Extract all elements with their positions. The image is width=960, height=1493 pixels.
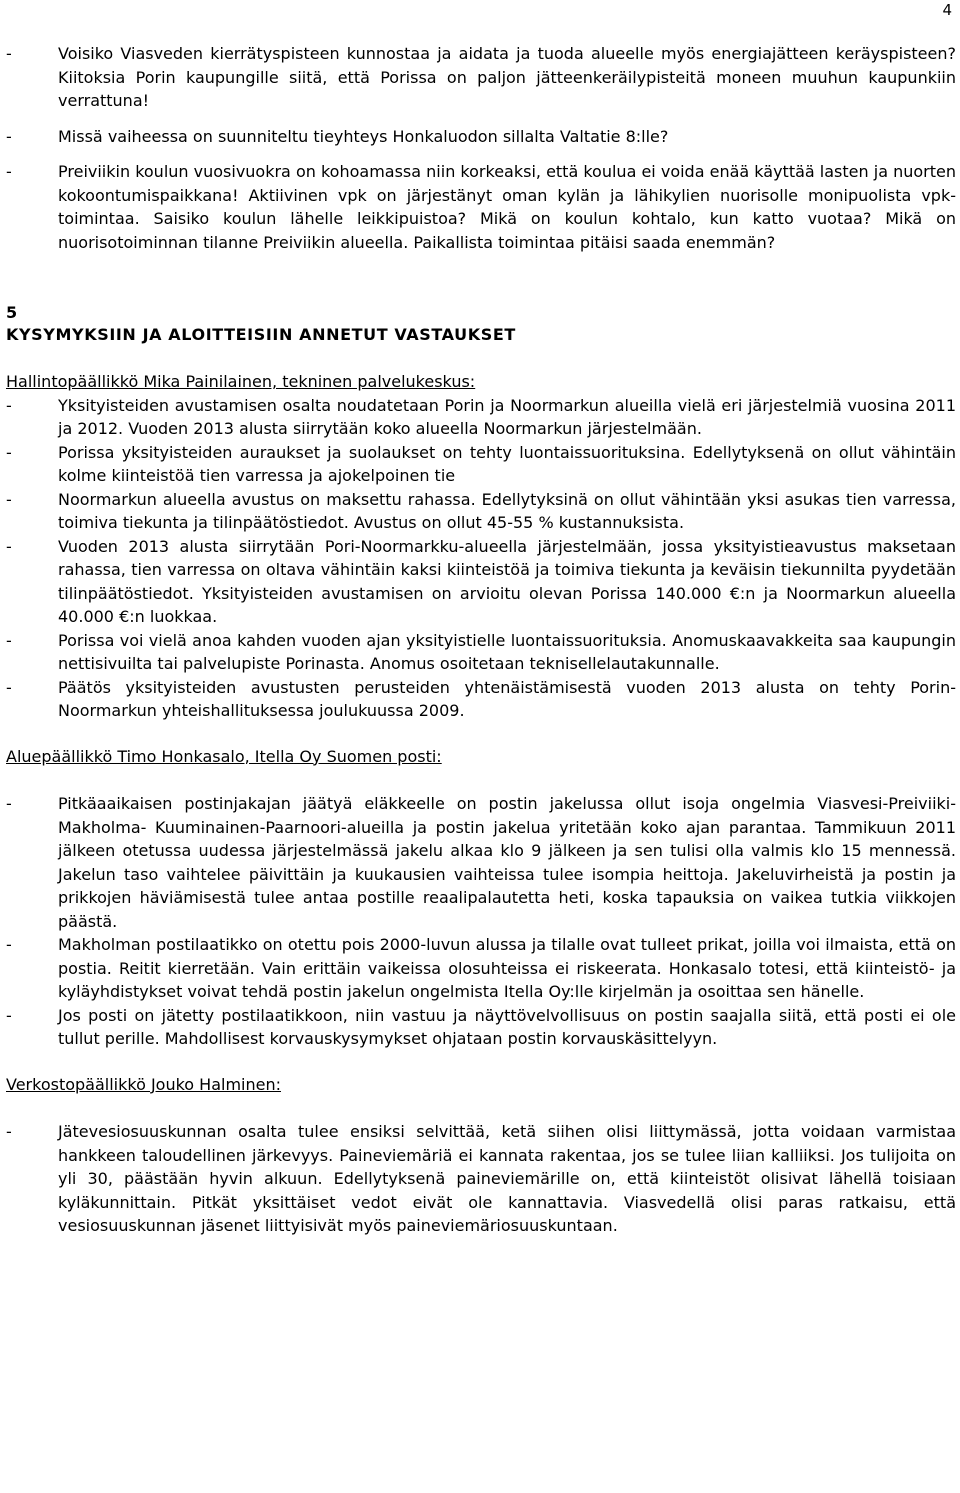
section-number: 5	[6, 303, 18, 322]
list-item-text: Päätös yksityisteiden avustusten perusteiden yhtenäistämisestä vuoden 2013 alusta on tehty Porin- Noormarkun yhteishallituksessa joulukuussa 2009.	[58, 677, 956, 720]
list-item-text: Preiviikin koulun vuosivuokra on kohoamassa niin korkeaksi, että koulua ei voida enää käyttää lasten ja nuorten kokoontumispaikkana! Aktiivinen vpk on järjestänyt oman kylän ja lähikylien nuorisolle monipuolista vpk-toimintaa. Saisiko koulun lähelle leikkipuistoa? Mikä on koulun kohtalo, kun katto vuotaa? Mikä on nuorisotoiminnan tilanne Preiviikin alueella. Paikallista toimintaa pitäisi saada enemmän?	[58, 162, 956, 252]
list-item: - Makholman postilaatikko on otettu pois 2000-luvun alussa ja tilalle ovat tulleet prikat, joilla voi ilmaista, että on postia. Reitit kierretään. Vain erittäin vaikeissa olosuhteissa ei riskeerata. Honkasalo totesi, että kiinteistö- ja kyläyhdistykset voivat tehdä postin jakelun ongelmista Itella Oy:lle kirjelmän ja osoittaa sen hänelle.	[6, 935, 956, 1001]
list-item-text: Yksityisteiden avustamisen osalta noudatetaan Porin ja Noormarkun alueilla vielä eri järjestelmiä vuosina 2011 ja 2012. Vuoden 2013 alusta siirrytään koko alueella Noormarkun järjestelmään.	[58, 395, 956, 438]
list-item: - Porissa voi vielä anoa kahden vuoden ajan yksityistielle luontaissuorituksia. Anomuskaavakkeita saa kaupungin nettisivuilta tai palvelupiste Porinasta. Anomus osoitetaan teknisellelautakunnalle.	[6, 630, 956, 673]
list-item-text: Porissa voi vielä anoa kahden vuoden ajan yksityistielle luontaissuorituksia. Anomuskaavakkeita saa kaupungin nettisivuilta tai palvelupiste Porinasta. Anomus osoitetaan teknisellelautakunnalle.	[58, 630, 956, 673]
response-list	[6, 792, 956, 1051]
list-item-text: Jos posti on jätetty postilaatikkoon, niin vastuu ja näyttövelvollisuus on postin saajalla siitä, että posti ei ole tullut perille. Mahdollisest korvauskysymykset ohjataan postin korvauskäsittelyyn.	[58, 1005, 956, 1048]
list-item: - Missä vaiheessa on suunniteltu tieyhteys Honkaluodon sillalta Valtatie 8:lle?	[6, 126, 669, 146]
list-item: - Porissa yksityisteiden auraukset ja suolaukset on tehty luontaissuorituksina. Edellytyksenä on ollut vähintäin kolme kiinteistöä tien varressa ja ajokelpoinen tie	[6, 442, 956, 485]
speaker-heading: Hallintopäällikkö Mika Painilainen, tekninen palvelukeskus:	[6, 372, 476, 391]
page-number: 4	[942, 1, 952, 19]
list-item: - Jos posti on jätetty postilaatikkoon, niin vastuu ja näyttövelvollisuus on postin saajalla siitä, että posti ei ole tullut perille. Mahdollisest korvauskysymykset ohjataan postin korvauskäsittelyyn.	[6, 1005, 956, 1048]
list-item-text: Porissa yksityisteiden auraukset ja suolaukset on tehty luontaissuorituksina. Edellytyksenä on ollut vähintäin kolme kiinteistöä tien varressa ja ajokelpoinen tie	[58, 442, 956, 485]
list-item-text: Noormarkun alueella avustus on maksettu rahassa. Edellytyksinä on ollut vähintään yksi asukas tien varressa, toimiva tiekunta ja tilinpäätöstiedot. Avustus on ollut 45-55 % kustannuksista.	[58, 489, 956, 532]
speaker-heading: Aluepäällikkö Timo Honkasalo, Itella Oy Suomen posti:	[6, 746, 442, 766]
list-item-text: Missä vaiheessa on suunniteltu tieyhteys Honkaluodon sillalta Valtatie 8:lle?	[58, 126, 669, 146]
list-item: - Yksityisteiden avustamisen osalta noudatetaan Porin ja Noormarkun alueilla vielä eri järjestelmiä vuosina 2011 ja 2012. Vuoden 2013 alusta siirrytään koko alueella Noormarkun järjestelmään.	[6, 395, 956, 438]
list-item: - Preiviikin koulun vuosivuokra on kohoamassa niin korkeaksi, että koulua ei voida enää käyttää lasten ja nuorten kokoontumispaikkana! Aktiivinen vpk on järjestänyt oman kylän ja lähikylien nuorisolle monipuolista vpk-toimintaa. Saisiko koulun lähelle leikkipuistoa? Mikä on koulun kohtalo, kun katto vuotaa? Mikä on nuorisotoiminnan tilanne Preiviikin alueella. Paikallista toimintaa pitäisi saada enemmän?	[6, 162, 956, 252]
speaker-heading: Verkostopäällikkö Jouko Halminen:	[6, 1074, 281, 1094]
list-item-text: Jätevesiosuuskunnan osalta tulee ensiksi selvittää, ketä siihen olisi liittymässä, jotta voidaan varmistaa hankkeen taloudellinen järkevyys. Paineviemäriä ei kannata rakentaa, jos se tulee liian kalliiksi. Jos tulijoita on yli 30, päästään hyvin alkuun. Edellytyksenä paineviemärille on, että kiinteistöt olisivat lähellä toisiaan kyläkunnittain. Pitkät yksittäiset vedot eivät ole kannattavia. Viasvedellä olisi paras ratkaisu, että vesiosuuskunnan jäsenet liittyisivät myös paineviemäriosuuskuntaan.	[58, 1122, 956, 1235]
list-item-text: Voisiko Viasveden kierrätyspisteen kunnostaa ja aidata ja tuoda alueelle myös energiajätteen keräyspisteen? Kiitoksia Porin kaupungille siitä, että Porissa on paljon jätteenkeräilypisteitä moneen muuhun kaupunkiin verrattuna!	[58, 44, 956, 110]
list-item: - Jätevesiosuuskunnan osalta tulee ensiksi selvittää, ketä siihen olisi liittymässä, jotta voidaan varmistaa hankkeen taloudellinen järkevyys. Paineviemäriä ei kannata rakentaa, jos se tulee liian kalliiksi. Jos tulijoita on yli 30, päästään hyvin alkuun. Edellytyksenä paineviemärille on, että kiinteistöt olisivat lähellä toisiaan kyläkunnittain. Pitkät yksittäiset vedot eivät ole kannattavia. Viasvedellä olisi paras ratkaisu, että vesiosuuskunnan jäsenet liittyisivät myös paineviemäriosuuskuntaan.	[6, 1122, 956, 1235]
list-item-text: Vuoden 2013 alusta siirrytään Pori-Noormarkku-alueella järjestelmään, jossa yksityistieavustus maksetaan rahassa, tien varressa on oltava vähintäin kaksi kiinteistöä ja toimiva tiekunta ja keväisin tiekunnilta pyydetään tilinpäätöstiedot. Yksityisteiden avustamisen on arvioitu olevan Porissa 140.000 €:n ja Noormarkun alueella 40.000 €:n luokkaa.	[58, 536, 956, 626]
list-item: - Päätös yksityisteiden avustusten perusteiden yhtenäistämisestä vuoden 2013 alusta on tehty Porin- Noormarkun yhteishallituksessa joulukuussa 2009.	[6, 677, 956, 720]
list-item-text: Makholman postilaatikko on otettu pois 2000-luvun alussa ja tilalle ovat tulleet prikat, joilla voi ilmaista, että on postia. Reitit kierretään. Vain erittäin vaikeissa olosuhteissa ei riskeerata. Honkasalo totesi, että kiinteistö- ja kyläyhdistykset voivat tehdä postin jakelun ongelmista Itella Oy:lle kirjelmän ja osoittaa sen hänelle.	[58, 935, 956, 1001]
list-item-text: Pitkäaaikaisen postinjakajan jäätyä eläkkeelle on postin jakelussa ollut isoja ongelmia Viasvesi-Preiviiki-Makholma- Kuuminainen-Paarnoori-alueilla ja postin jakelua yritetään koko ajan parantaa. Tammikuun 2011 jälkeen otetussa uudessa järjestelmässä jakelu alkaa klo 9 jälkeen ja sen tulisi olla valmis klo 15 mennessä. Jakelun taso vaihtelee päivittäin ja kuukausien vaihteissa tulee isompia heittoja. Jakeluvirheistä ja postin ja prikkojen häviämisestä tulee antaa postille reaalipalautetta heti, koska tapauksia on vaikea tutkia viikkojen päästä.	[58, 794, 956, 931]
list-item: - Noormarkun alueella avustus on maksettu rahassa. Edellytyksinä on ollut vähintään yksi asukas tien varressa, toimiva tiekunta ja tilinpäätöstiedot. Avustus on ollut 45-55 % kustannuksista.	[6, 489, 956, 532]
list-item: - Pitkäaaikaisen postinjakajan jäätyä eläkkeelle on postin jakelussa ollut isoja ongelmia Viasvesi-Preiviiki-Makholma- Kuuminainen-Paarnoori-alueilla ja postin jakelua yritetään koko ajan parantaa. Tammikuun 2011 jälkeen otetussa uudessa järjestelmässä jakelu alkaa klo 9 jälkeen ja sen tulisi olla valmis klo 15 mennessä. Jakelun taso vaihtelee päivittäin ja kuukausien vaihteissa tulee isompia heittoja. Jakeluvirheistä ja postin ja prikkojen häviämisestä tulee antaa postille reaalipalautetta heti, koska tapauksia on vaikea tutkia viikkojen päästä.	[6, 794, 956, 931]
list-item: - Voisiko Viasveden kierrätyspisteen kunnostaa ja aidata ja tuoda alueelle myös energiajätteen keräyspisteen? Kiitoksia Porin kaupungille siitä, että Porissa on paljon jätteenkeräilypisteitä moneen muuhun kaupunkiin verrattuna!	[6, 44, 956, 110]
list-item: - Vuoden 2013 alusta siirrytään Pori-Noormarkku-alueella järjestelmään, jossa yksityistieavustus maksetaan rahassa, tien varressa on oltava vähintäin kaksi kiinteistöä ja toimiva tiekunta ja keväisin tiekunnilta pyydetään tilinpäätöstiedot. Yksityisteiden avustamisen on arvioitu olevan Porissa 140.000 €:n ja Noormarkun alueella 40.000 €:n luokkaa.	[6, 536, 956, 626]
intro-list	[6, 42, 956, 254]
response-list	[6, 394, 956, 723]
response-list	[6, 1120, 956, 1238]
section-title: KYSYMYKSIIN JA ALOITTEISIIN ANNETUT VASTAUKSET	[6, 325, 516, 344]
document-body	[6, 42, 956, 1238]
